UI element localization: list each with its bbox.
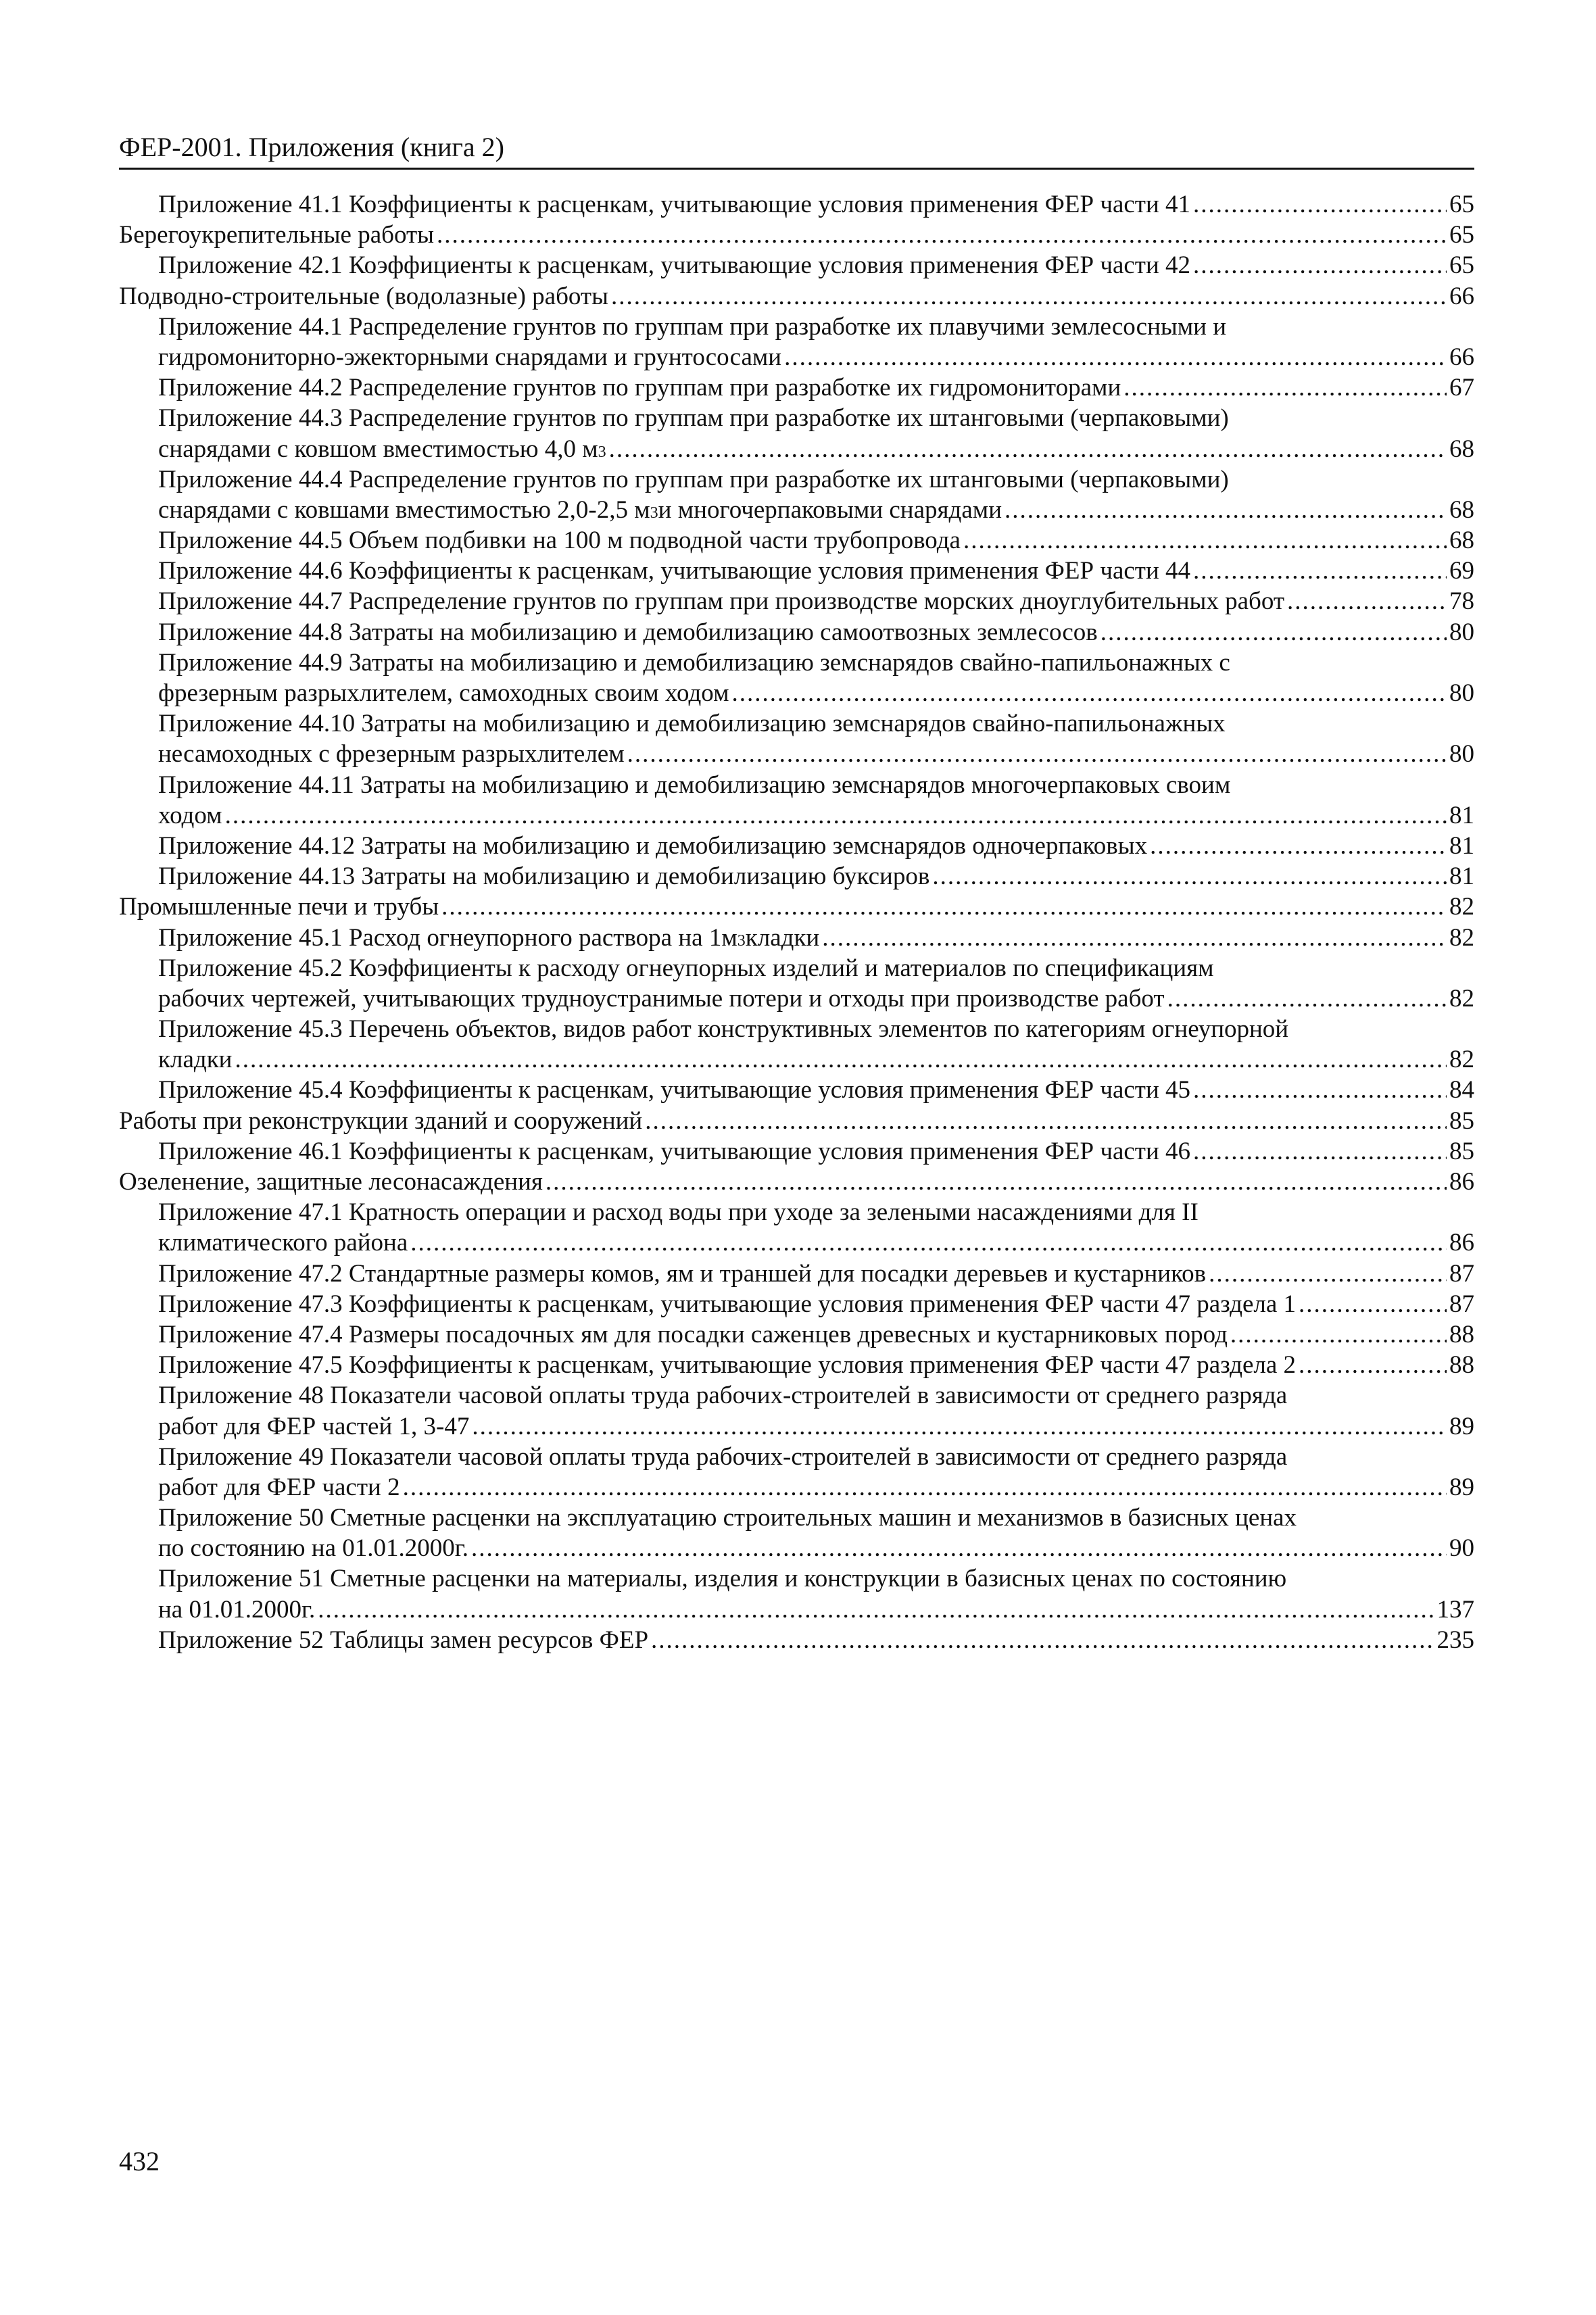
toc-section-entry[interactable] [119, 1106, 1474, 1136]
toc-appendix-entry[interactable] [119, 1380, 1474, 1441]
toc-entry-text: Приложение 44.1 Распределение грунтов по группам при разработке их плавучими землесосными и [158, 312, 1227, 341]
toc-entry-line [119, 1106, 1474, 1136]
toc-appendix-entry[interactable] [119, 648, 1474, 708]
toc-appendix-entry[interactable] [119, 1136, 1474, 1167]
toc-entry-line [158, 1259, 1474, 1289]
toc-entry-text: климатического района [158, 1229, 408, 1257]
toc-entry-text: Приложение 44.11 Затраты на мобилизацию и демобилизацию земснарядов многочерпаковых своим [158, 771, 1231, 799]
toc-appendix-entry[interactable] [119, 372, 1474, 403]
toc-entry-line [158, 1380, 1474, 1411]
dot-leader [1299, 1350, 1447, 1380]
dot-leader [1193, 250, 1447, 281]
dot-leader [609, 434, 1447, 464]
toc-entry-text: Приложение 46.1 Коэффициенты к расценкам, учитывающие условия применения ФЕР части 46 [158, 1137, 1191, 1165]
toc-entry-text: на 01.01.2000г. [158, 1595, 316, 1624]
dot-leader [1287, 586, 1447, 616]
document-title: ФЕР-2001. Приложения (книга 2) [119, 132, 504, 162]
toc-entry-text: Приложение 42.1 Коэффициенты к расценкам, учитывающие условия применения ФЕР части 42 [158, 251, 1191, 280]
toc-page-number: 89 [1449, 1412, 1474, 1440]
toc-appendix-entry[interactable] [119, 1350, 1474, 1380]
toc-page-number: 87 [1449, 1259, 1474, 1288]
toc-entry-text: Подводно-строительные (водолазные) работы [119, 282, 608, 310]
toc-entry-line [158, 556, 1474, 586]
toc-section-entry[interactable] [119, 220, 1474, 250]
toc-entry-text: Приложение 45.2 Коэффициенты к расходу огнеупорных изделий и материалов по спецификациям [158, 954, 1214, 982]
toc-entry-text: Приложение 44.4 Распределение грунтов по группам при разработке их штанговыми (черпаковыми) [158, 465, 1229, 493]
toc-entry-line [158, 403, 1474, 433]
toc-entry-line [158, 708, 1474, 739]
toc-page-number: 87 [1449, 1290, 1474, 1318]
dot-leader [645, 1106, 1447, 1136]
toc-entry-line [158, 1442, 1474, 1472]
toc-page-number: 78 [1449, 587, 1474, 616]
toc-entry-text: рабочих чертежей, учитывающих трудноустранимые потери и отходы при производстве работ [158, 984, 1165, 1013]
toc-entry-text: Приложение 44.8 Затраты на мобилизацию и демобилизацию самоотвозных землесосов [158, 618, 1098, 646]
toc-page-number: 85 [1449, 1137, 1474, 1165]
dot-leader [1193, 1136, 1447, 1167]
dot-leader [963, 525, 1447, 556]
toc-appendix-entry[interactable] [119, 1319, 1474, 1350]
toc-page-number: 82 [1449, 984, 1474, 1013]
toc-entry-text: снарядами с ковшами вместимостью 2,0-2,5 м [158, 495, 650, 524]
toc-entry-line [119, 220, 1474, 250]
toc-page-number: 81 [1449, 801, 1474, 829]
toc-entry-text: несамоходных с фрезерным разрыхлителем [158, 740, 625, 769]
toc-appendix-entry[interactable] [119, 1197, 1474, 1258]
toc-entry-line [158, 1533, 1474, 1563]
toc-entry-line: Приложение 45.1 Расход огнеупорного раствора на 1м 3 кладки ..... 82 [158, 923, 1474, 953]
toc-page-number: 68 [1449, 495, 1474, 524]
dot-leader [546, 1167, 1447, 1197]
toc-entry-line [158, 800, 1474, 831]
toc-page-number: 80 [1449, 740, 1474, 769]
toc-entry-text: Приложение 45.4 Коэффициенты к расценкам, учитывающие условия применения ФЕР части 45 [158, 1076, 1191, 1104]
dot-leader [1150, 831, 1447, 861]
toc-entry-text: Приложение 49 Показатели часовой оплаты труда рабочих-строителей в зависимости от среднего разряда [158, 1442, 1288, 1471]
toc-entry-line [158, 1014, 1474, 1044]
toc-appendix-entry[interactable] [119, 1442, 1474, 1503]
dot-leader [441, 892, 1447, 922]
toc-entry-line [158, 953, 1474, 983]
dot-leader [403, 1472, 1447, 1503]
toc-entry-text: Приложение 47.3 Коэффициенты к расценкам, учитывающие условия применения ФЕР части 47 раздела 1 [158, 1290, 1297, 1318]
toc-entry-line [158, 1472, 1474, 1503]
toc-entry-text: ходом [158, 801, 222, 829]
toc-entry-line [158, 1625, 1474, 1655]
toc-entry-line [158, 1350, 1474, 1380]
toc-appendix-entry[interactable] [119, 403, 1474, 464]
toc-entry-text: Приложение 50 Сметные расценки на эксплуатацию строительных машин и механизмов в базисных ценах [158, 1504, 1297, 1532]
toc-entry-text: Промышленные печи и трубы [119, 893, 439, 921]
dot-leader [1209, 1259, 1447, 1289]
toc-entry-line [158, 1075, 1474, 1105]
dot-leader [318, 1594, 1434, 1625]
toc-entry-text: Приложение 44.3 Распределение грунтов по группам при разработке их штанговыми (черпаковыми) [158, 404, 1229, 433]
toc-appendix-entry[interactable] [119, 1075, 1474, 1105]
toc-entry-line [158, 464, 1474, 495]
dot-leader [627, 739, 1447, 769]
dot-leader [1167, 983, 1447, 1014]
toc-page-number: 80 [1449, 618, 1474, 646]
toc-entry-line [158, 250, 1474, 281]
toc-entry-line [158, 189, 1474, 220]
toc-entry-line [158, 831, 1474, 861]
toc-appendix-entry[interactable] [119, 312, 1474, 372]
toc-entry-line [158, 1411, 1474, 1442]
toc-entry-text: Приложение 47.2 Стандартные размеры комов, ям и траншей для посадки деревьев и кустарников [158, 1259, 1207, 1288]
toc-appendix-entry[interactable] [119, 189, 1474, 220]
toc-page-number: 88 [1449, 1320, 1474, 1348]
dot-leader [651, 1625, 1434, 1655]
toc-entry-text: снарядами с ковшом вместимостью 4,0 м [158, 435, 598, 463]
toc-entry-text: Приложение 44.9 Затраты на мобилизацию и демобилизацию земснарядов свайно-папильонажных с [158, 648, 1230, 677]
toc-entry-text: кладки [158, 1046, 233, 1074]
toc-entry-line [119, 1167, 1474, 1197]
toc-page-number: 81 [1449, 831, 1474, 860]
toc-appendix-entry[interactable] [119, 1563, 1474, 1624]
toc-appendix-entry[interactable] [119, 525, 1474, 556]
toc-page-number: 137 [1436, 1595, 1474, 1624]
toc-entry-text: работ для ФЕР частей 1, 3-47 [158, 1412, 470, 1440]
toc-entry-text: Приложение 45.1 Расход огнеупорного раствора на 1м [158, 923, 737, 952]
dot-leader [1230, 1319, 1447, 1350]
toc-entry-text: гидромониторно-эжекторными снарядами и грунтососами [158, 343, 782, 371]
dot-leader [1193, 556, 1447, 586]
toc-entry-text: Приложение 44.2 Распределение грунтов по группам при разработке их гидромониторами [158, 374, 1121, 402]
toc-entry-text: Приложение 47.1 Кратность операции и расход воды при уходе за зелеными насаждениями для II [158, 1198, 1199, 1227]
toc-entry-text: Приложение 52 Таблицы замен ресурсов ФЕР [158, 1626, 649, 1654]
toc-entry-text: Приложение 51 Сметные расценки на материалы, изделия и конструкции в базисных ценах по состоянию [158, 1565, 1287, 1593]
toc-entry-line [158, 1503, 1474, 1533]
toc-entry-text: Озеленение, защитные лесонасаждения [119, 1168, 543, 1196]
toc-appendix-entry[interactable] [119, 617, 1474, 648]
toc-entry-text: Берегоукрепительные работы [119, 221, 434, 249]
dot-leader [410, 1227, 1447, 1258]
dot-leader [1005, 495, 1447, 525]
toc-appendix-entry[interactable] [119, 1625, 1474, 1655]
toc-entry-line [158, 1594, 1474, 1625]
toc-page-number: 82 [1449, 1046, 1474, 1074]
toc-entry-line [158, 525, 1474, 556]
toc-entry-text: Приложение 44.13 Затраты на мобилизацию и демобилизацию буксиров [158, 862, 930, 891]
dot-leader [225, 800, 1447, 831]
toc-page-number: 82 [1449, 923, 1474, 952]
toc-entry-line [158, 586, 1474, 616]
toc-page-number: 65 [1449, 221, 1474, 249]
toc-entry-line: снарядами с ковшами вместимостью 2,0-2,5 м 3 и многочерпаковыми снарядами ..... 68 [158, 495, 1474, 525]
toc-entry-line [158, 342, 1474, 372]
toc-page-number: 65 [1449, 191, 1474, 218]
toc-appendix-entry[interactable] [119, 953, 1474, 1014]
toc-entry-text: Приложение 44.7 Распределение грунтов по группам при производстве морских дноуглубительных работ [158, 587, 1285, 616]
toc-entry-line [158, 1044, 1474, 1075]
toc-appendix-entry[interactable] [119, 708, 1474, 769]
toc-entry-text-tail: кладки [745, 923, 820, 952]
dot-leader [472, 1411, 1447, 1442]
toc-entry-line [158, 770, 1474, 800]
toc-entry-line [158, 312, 1474, 342]
toc-appendix-entry[interactable] [119, 586, 1474, 616]
toc-section-entry[interactable] [119, 892, 1474, 922]
toc-entry-line [158, 1289, 1474, 1319]
toc-entry-text: Приложение 45.3 Перечень объектов, видов работ конструктивных элементов по категориям огнеупорной [158, 1015, 1289, 1044]
toc-appendix-entry[interactable] [119, 923, 1474, 953]
toc-page-number: 66 [1449, 343, 1474, 371]
toc-page-number: 81 [1449, 862, 1474, 891]
toc-entry-text: Приложение 44.10 Затраты на мобилизацию и демобилизацию земснарядов свайно-папильонажных [158, 710, 1226, 738]
toc-entry-line [158, 1319, 1474, 1350]
toc-page-number: 68 [1449, 435, 1474, 463]
dot-leader [235, 1044, 1447, 1075]
toc-entry-text: Приложение 47.5 Коэффициенты к расценкам, учитывающие условия применения ФЕР части 47 раздела 2 [158, 1351, 1297, 1380]
toc-page-number: 85 [1449, 1106, 1474, 1135]
toc-entry-line [158, 983, 1474, 1014]
dot-leader [1193, 1075, 1447, 1105]
toc-entry-line: снарядами с ковшом вместимостью 4,0 м 3 ..... 68 [158, 434, 1474, 464]
toc-entry-text: Работы при реконструкции зданий и сооружений [119, 1106, 643, 1135]
toc-entry-text: работ для ФЕР части 2 [158, 1473, 400, 1501]
toc-page-number: 86 [1449, 1229, 1474, 1257]
toc-entry-line [158, 739, 1474, 769]
toc-page-number: 80 [1449, 679, 1474, 707]
toc-entry-text-tail: и многочерпаковыми снарядами [658, 495, 1002, 524]
toc-page-number: 68 [1449, 527, 1474, 555]
dot-leader [932, 861, 1447, 892]
toc-appendix-entry[interactable] [119, 464, 1474, 525]
dot-leader [1299, 1289, 1447, 1319]
toc-appendix-entry[interactable] [119, 861, 1474, 892]
toc-entry-text: фрезерным разрыхлителем, самоходных своим ходом [158, 679, 729, 707]
toc-entry-text: Приложение 44.5 Объем подбивки на 100 м подводной части трубопровода [158, 527, 961, 555]
table-of-contents [119, 189, 1474, 1655]
toc-entry-line [158, 1227, 1474, 1258]
toc-page-number: 86 [1449, 1168, 1474, 1196]
dot-leader [1193, 189, 1447, 220]
dot-leader [611, 281, 1447, 312]
toc-appendix-entry[interactable] [119, 250, 1474, 281]
toc-entry-text: Приложение 48 Показатели часовой оплаты труда рабочих-строителей в зависимости от среднего разряда [158, 1382, 1288, 1410]
toc-entry-line [158, 861, 1474, 892]
dot-leader [1123, 372, 1447, 403]
toc-page-number: 82 [1449, 893, 1474, 921]
page-number: 432 [119, 2146, 160, 2176]
dot-leader [731, 678, 1447, 708]
toc-section-entry[interactable] [119, 1167, 1474, 1197]
toc-page-number: 67 [1449, 374, 1474, 402]
toc-appendix-entry[interactable] [119, 1259, 1474, 1289]
toc-entry-text: Приложение 44.12 Затраты на мобилизацию и демобилизацию земснарядов одночерпаковых [158, 831, 1148, 860]
toc-appendix-entry[interactable] [119, 831, 1474, 861]
toc-entry-line [158, 648, 1474, 678]
toc-entry-text: Приложение 41.1 Коэффициенты к расценкам, учитывающие условия применения ФЕР части 41 [158, 191, 1191, 218]
dot-leader [471, 1533, 1447, 1563]
toc-entry-text: по состоянию на 01.01.2000г. [158, 1534, 469, 1563]
toc-appendix-entry[interactable] [119, 1503, 1474, 1563]
toc-entry-line [158, 1136, 1474, 1167]
toc-page-number: 89 [1449, 1473, 1474, 1501]
dot-leader [822, 923, 1447, 953]
toc-entry-line [119, 281, 1474, 312]
toc-page-number: 69 [1449, 557, 1474, 585]
dot-leader [1101, 617, 1447, 648]
toc-entry-line [119, 892, 1474, 922]
toc-page-number: 66 [1449, 282, 1474, 310]
dot-leader [437, 220, 1447, 250]
toc-entry-line [158, 372, 1474, 403]
toc-entry-text: Приложение 44.6 Коэффициенты к расценкам, учитывающие условия применения ФЕР части 44 [158, 557, 1191, 585]
toc-page-number: 65 [1449, 251, 1474, 280]
toc-section-entry[interactable] [119, 281, 1474, 312]
toc-appendix-entry[interactable] [119, 1289, 1474, 1319]
dot-leader [784, 342, 1447, 372]
toc-page-number: 235 [1436, 1626, 1474, 1654]
toc-appendix-entry[interactable] [119, 770, 1474, 831]
toc-entry-text: Приложение 47.4 Размеры посадочных ям для посадки саженцев древесных и кустарниковых пород [158, 1320, 1228, 1348]
toc-page-number: 84 [1449, 1076, 1474, 1104]
toc-page-number: 88 [1449, 1351, 1474, 1380]
toc-entry-line [158, 678, 1474, 708]
toc-appendix-entry[interactable] [119, 1014, 1474, 1075]
toc-entry-line [158, 617, 1474, 648]
toc-page-number: 90 [1449, 1534, 1474, 1563]
toc-appendix-entry[interactable] [119, 556, 1474, 586]
running-header [119, 128, 1474, 170]
toc-entry-line [158, 1197, 1474, 1227]
toc-entry-line [158, 1563, 1474, 1594]
